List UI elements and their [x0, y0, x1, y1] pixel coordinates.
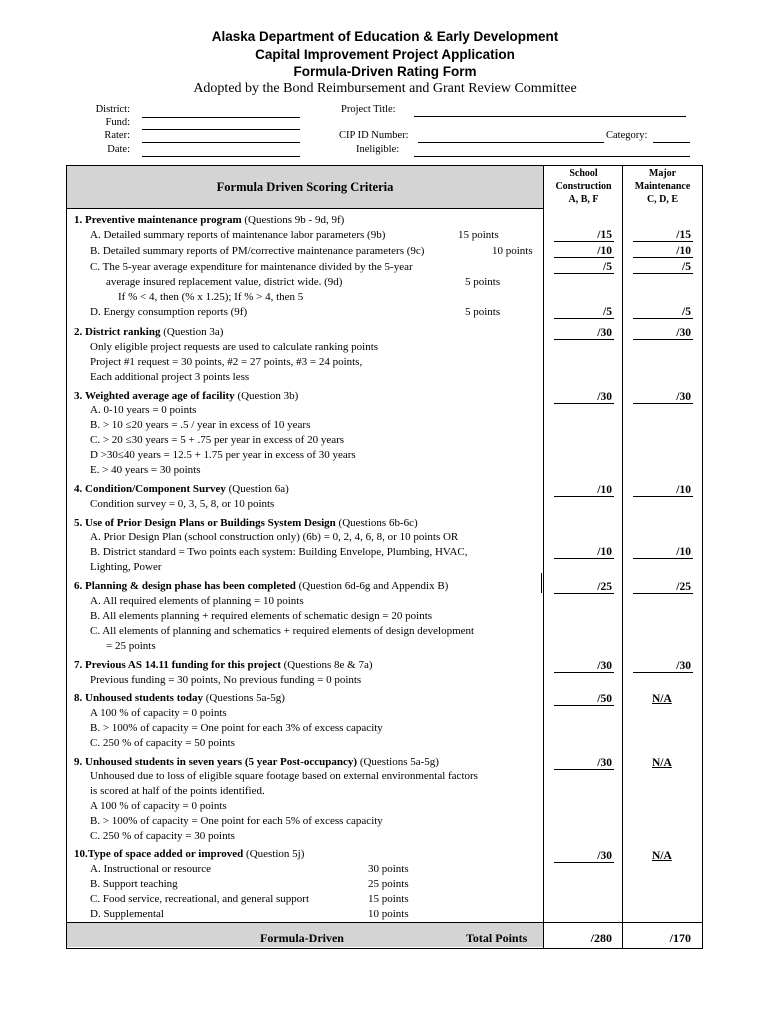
- item-9-line1: Unhoused due to loss of eligible square footage based on external environmental factors: [90, 770, 478, 782]
- score-major-1a[interactable]: /15: [633, 229, 693, 242]
- ineligible-label: Ineligible:: [356, 144, 400, 155]
- item-9a: A 100 % of capacity = 0 points: [90, 800, 227, 812]
- school-construction-header: School Construction A, B, F: [555, 168, 612, 205]
- item-10b: B. Support teaching: [90, 878, 178, 890]
- item-3a: A. 0-10 years = 0 points: [90, 404, 197, 416]
- item-4-title: 4. Condition/Component Survey (Question 6a): [74, 483, 289, 495]
- item-1c-line3: If % < 4, then (% x 1.25); If % > 4, then 5: [118, 291, 304, 303]
- item-6b: B. All elements planning + required elements of schematic design = 20 points: [90, 610, 433, 622]
- form-title: Formula-Driven Rating Form: [293, 64, 477, 79]
- score-major-7[interactable]: /30: [633, 660, 693, 673]
- item-6-title: 6. Planning & design phase has been completed (Question 6d-6g and Appendix B): [74, 580, 449, 592]
- col-divider-1: [543, 165, 544, 948]
- item-5a: A. Prior Design Plan (school construction only) (6b) = 0, 2, 4, 6, 8, or 10 points OR: [90, 531, 459, 543]
- item-1d-points: 5 points: [465, 306, 501, 318]
- adopted-subtitle: Adopted by the Bond Reimbursement and Grant Review Committee: [193, 81, 577, 96]
- score-school-1d[interactable]: /5: [554, 306, 614, 319]
- district-label: District:: [95, 104, 130, 115]
- item-9b: B. > 100% of capacity = One point for each 5% of excess capacity: [90, 815, 383, 827]
- score-school-1a[interactable]: /15: [554, 229, 614, 242]
- item-5b-line2: Lighting, Power: [90, 561, 162, 573]
- ineligible-field[interactable]: [414, 156, 690, 157]
- item-6c-line2: = 25 points: [106, 640, 156, 652]
- item-2-line1: Only eligible project requests are used to calculate ranking points: [90, 341, 379, 353]
- category-label: Category:: [606, 130, 648, 141]
- score-major-9: N/A: [652, 757, 672, 769]
- item-7-line1: Previous funding = 30 points, No previous funding = 0 points: [90, 674, 362, 686]
- item-1b-points: 10 points: [492, 245, 533, 257]
- major-total: /170: [669, 931, 691, 945]
- score-major-1c[interactable]: /5: [633, 261, 693, 274]
- score-school-5[interactable]: /10: [554, 546, 614, 559]
- score-school-2[interactable]: /30: [554, 327, 614, 340]
- item-3-title: 3. Weighted average age of facility (Question 3b): [74, 390, 299, 402]
- school-total: /280: [590, 931, 612, 945]
- item-6a: A. All required elements of planning = 10 points: [90, 595, 304, 607]
- item-7-title: 7. Previous AS 14.11 funding for this project (Questions 8e & 7a): [74, 659, 373, 671]
- date-label: Date:: [107, 144, 130, 155]
- item-10-title: 10.Type of space added or improved (Question 5j): [74, 848, 305, 860]
- major-maintenance-header: Major Maintenance C, D, E: [634, 168, 691, 205]
- item-8c: C. 250 % of capacity = 50 points: [90, 737, 235, 749]
- score-school-3[interactable]: /30: [554, 391, 614, 404]
- item-4-line1: Condition survey = 0, 3, 5, 8, or 10 points: [90, 498, 275, 510]
- item-1a-points: 15 points: [458, 229, 499, 241]
- score-school-8[interactable]: /50: [554, 693, 614, 706]
- footer-divider: [66, 922, 703, 923]
- score-major-6[interactable]: /25: [633, 581, 693, 594]
- score-school-10[interactable]: /30: [554, 850, 614, 863]
- cip-id-label: CIP ID Number:: [339, 130, 409, 141]
- item-10d-points: 10 points: [368, 908, 409, 920]
- footer-label: Formula-Driven: [260, 931, 344, 945]
- score-school-4[interactable]: /10: [554, 484, 614, 497]
- item-5-title: 5. Use of Prior Design Plans or Buildings System Design (Questions 6b-6c): [74, 517, 418, 529]
- cip-id-field[interactable]: [418, 142, 604, 143]
- item-1c-line2: average insured replacement value, district wide. (9d): [106, 276, 343, 288]
- score-major-2[interactable]: /30: [633, 327, 693, 340]
- fund-field[interactable]: [142, 129, 300, 130]
- score-major-1b[interactable]: /10: [633, 245, 693, 258]
- item-2-line2: Project #1 request = 30 points, #2 = 27 points, #3 = 24 points,: [90, 356, 363, 368]
- item-9-line2: is scored at half of the points identified.: [90, 785, 265, 797]
- item-5b: B. District standard = Two points each system: Building Envelope, Plumbing, HVAC,: [90, 546, 468, 558]
- score-major-4[interactable]: /10: [633, 484, 693, 497]
- margin-mark: [541, 573, 542, 593]
- score-major-5[interactable]: /10: [633, 546, 693, 559]
- item-10a: A. Instructional or resource: [90, 863, 211, 875]
- item-8a: A 100 % of capacity = 0 points: [90, 707, 227, 719]
- score-major-10: N/A: [652, 850, 672, 862]
- score-school-9[interactable]: /30: [554, 757, 614, 770]
- header-divider: [66, 208, 543, 209]
- item-3d: D >30≤40 years = 12.5 + 1.75 per year in excess of 30 years: [90, 449, 356, 461]
- score-major-8: N/A: [652, 693, 672, 705]
- item-1d: D. Energy consumption reports (9f): [90, 306, 248, 318]
- score-school-6[interactable]: /25: [554, 581, 614, 594]
- org-title: Alaska Department of Education & Early Development: [211, 29, 559, 44]
- item-1-title: 1. Preventive maintenance program (Questions 9b - 9d, 9f): [74, 214, 345, 226]
- col-divider-2: [622, 165, 623, 948]
- score-major-3[interactable]: /30: [633, 391, 693, 404]
- item-1b: B. Detailed summary reports of PM/corrective maintenance parameters (9c): [90, 245, 425, 257]
- item-10b-points: 25 points: [368, 878, 409, 890]
- item-2-line3: Each additional project 3 points less: [90, 371, 250, 383]
- fund-label: Fund:: [105, 117, 130, 128]
- category-field[interactable]: [653, 142, 690, 143]
- item-8b: B. > 100% of capacity = One point for each 3% of excess capacity: [90, 722, 383, 734]
- item-10c-points: 15 points: [368, 893, 409, 905]
- total-points-label: Total Points: [466, 931, 528, 945]
- item-6c: C. All elements of planning and schematics + required elements of design development: [90, 625, 475, 637]
- district-field[interactable]: [142, 117, 300, 118]
- item-10c: C. Food service, recreational, and general support: [90, 893, 310, 905]
- item-10a-points: 30 points: [368, 863, 409, 875]
- item-8-title: 8. Unhoused students today (Questions 5a-5g): [74, 692, 285, 704]
- item-9-title: 9. Unhoused students in seven years (5 year Post-occupancy) (Questions 5a-5g): [74, 756, 439, 768]
- item-2-title: 2. District ranking (Question 3a): [74, 326, 224, 338]
- item-1c-line1: C. The 5-year average expenditure for maintenance divided by the 5-year: [90, 261, 413, 273]
- date-field[interactable]: [142, 156, 300, 157]
- item-10d: D. Supplemental: [90, 908, 164, 920]
- item-3b: B. > 10 ≤20 years = .5 / year in excess of 10 years: [90, 419, 311, 431]
- item-1c-points: 5 points: [465, 276, 501, 288]
- item-1a: A. Detailed summary reports of maintenance labor parameters (9b): [90, 229, 386, 241]
- item-3e: E. > 40 years = 30 points: [90, 464, 201, 476]
- score-school-1c[interactable]: /5: [554, 261, 614, 274]
- item-3c: C. > 20 ≤30 years = 5 + .75 per year in excess of 20 years: [90, 434, 345, 446]
- app-title: Capital Improvement Project Application: [255, 47, 515, 62]
- score-school-1b[interactable]: /10: [554, 245, 614, 258]
- score-school-7[interactable]: /30: [554, 660, 614, 673]
- project-title-field[interactable]: [414, 116, 686, 117]
- project-title-label: Project Title:: [341, 104, 396, 115]
- rater-label: Rater:: [104, 130, 130, 141]
- rater-field[interactable]: [142, 142, 300, 143]
- score-major-1d[interactable]: /5: [633, 306, 693, 319]
- item-9c: C. 250 % of capacity = 30 points: [90, 830, 235, 842]
- criteria-header: Formula Driven Scoring Criteria: [216, 180, 394, 194]
